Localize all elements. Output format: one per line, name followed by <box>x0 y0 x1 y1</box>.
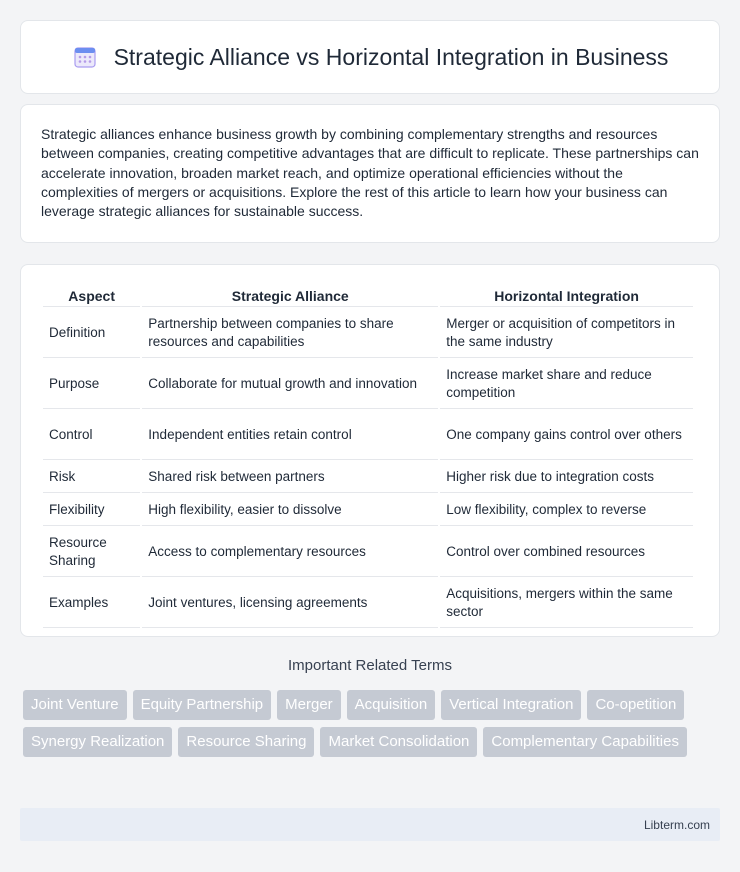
intro-text: Strategic alliances enhance business growth by combining complementary strengths and resources between companies, creating competitive advantages that are difficult to replicate. These partnerships can accelerate innovation, broaden market reach, and optimize operational efficiencies without the complexities of mergers or acquisitions. Explore the rest of this article to learn how your business can leverage strategic alliances for sustainable success. <box>41 126 699 220</box>
page-title: Strategic Alliance vs Horizontal Integration in Business <box>113 43 669 70</box>
row-strategic-alliance: Joint ventures, licensing agreements <box>142 579 438 628</box>
table-row <box>43 528 693 577</box>
table-row <box>43 495 693 526</box>
intro-card <box>20 104 720 243</box>
row-horizontal-integration: Acquisitions, mergers within the same sector <box>440 579 693 628</box>
row-horizontal-integration: Low flexibility, complex to reverse <box>440 495 693 526</box>
table-row <box>43 411 693 460</box>
row-horizontal-integration: Higher risk due to integration costs <box>440 462 693 493</box>
tag-equity-partnership[interactable]: Equity Partnership <box>133 690 272 720</box>
header-aspect: Aspect <box>43 285 140 307</box>
related-terms-tags <box>23 690 723 757</box>
row-aspect: Examples <box>43 579 140 628</box>
row-aspect: Control <box>43 411 140 460</box>
tag-merger[interactable]: Merger <box>277 690 341 720</box>
comparison-table-card <box>20 264 720 637</box>
row-strategic-alliance: Shared risk between partners <box>142 462 438 493</box>
footer <box>20 808 720 841</box>
title-card <box>20 20 720 94</box>
tag-resource-sharing[interactable]: Resource Sharing <box>178 727 314 757</box>
table-row <box>43 462 693 493</box>
row-strategic-alliance: High flexibility, easier to dissolve <box>142 495 438 526</box>
row-aspect: Definition <box>43 309 140 358</box>
row-aspect: Resource Sharing <box>43 528 140 577</box>
tag-market-consolidation[interactable]: Market Consolidation <box>320 727 477 757</box>
header-strategic-alliance: Strategic Alliance <box>142 285 438 307</box>
row-horizontal-integration: One company gains control over others <box>440 411 693 460</box>
footer-link[interactable]: Libterm.com <box>643 817 710 832</box>
row-horizontal-integration: Increase market share and reduce competition <box>440 360 693 409</box>
comparison-table <box>41 283 695 630</box>
table-row <box>43 579 693 628</box>
table-header-row <box>43 285 693 307</box>
row-strategic-alliance: Partnership between companies to share resources and capabilities <box>142 309 438 358</box>
tag-joint-venture[interactable]: Joint Venture <box>23 690 127 720</box>
row-aspect: Risk <box>43 462 140 493</box>
row-aspect: Flexibility <box>43 495 140 526</box>
tag-complementary-capabilities[interactable]: Complementary Capabilities <box>483 727 687 757</box>
tag-acquisition[interactable]: Acquisition <box>347 690 436 720</box>
header-horizontal-integration: Horizontal Integration <box>440 285 693 307</box>
row-horizontal-integration: Control over combined resources <box>440 528 693 577</box>
row-strategic-alliance: Access to complementary resources <box>142 528 438 577</box>
tag-co-opetition[interactable]: Co-opetition <box>587 690 684 720</box>
row-aspect: Purpose <box>43 360 140 409</box>
row-horizontal-integration: Merger or acquisition of competitors in the same industry <box>440 309 693 358</box>
row-strategic-alliance: Collaborate for mutual growth and innovation <box>142 360 438 409</box>
calendar-icon <box>72 44 98 70</box>
table-row <box>43 360 693 409</box>
table-row <box>43 309 693 358</box>
related-terms-title: Important Related Terms <box>288 657 452 674</box>
tag-vertical-integration[interactable]: Vertical Integration <box>441 690 581 720</box>
tag-synergy-realization[interactable]: Synergy Realization <box>23 727 172 757</box>
row-strategic-alliance: Independent entities retain control <box>142 411 438 460</box>
